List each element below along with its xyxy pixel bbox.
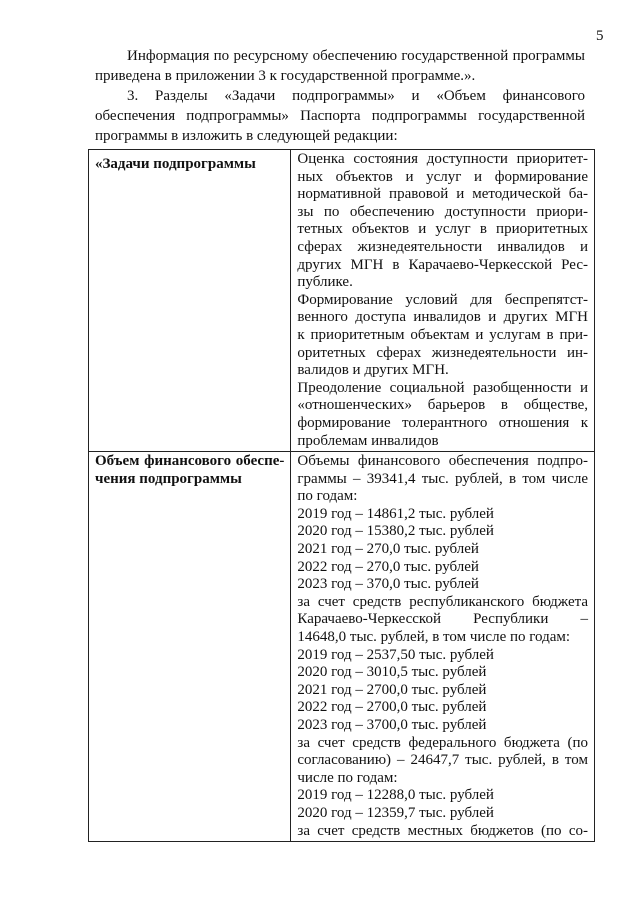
table-row-financing: [89, 452, 595, 842]
text-line: 2021 год – 270,0 тыс. рублей: [297, 541, 479, 558]
text-line: по годам:: [297, 488, 358, 505]
intro-paragraph-1: Информация по ресурсному обеспечению государственной программы приведена в приложении 3 к государственной программе.».: [95, 48, 585, 84]
text-line: 2023 год – 3700,0 тыс. рублей: [297, 717, 487, 733]
text-line: Объемы финансового обеспечения подпро-: [297, 453, 588, 470]
text-line: Карачаево-Черкесской Республики –: [297, 611, 588, 628]
text-line: за счет средств местных бюджетов (по со-: [297, 822, 588, 839]
text-line: 2022 год – 270,0 тыс. рублей: [297, 558, 479, 575]
intro-paragraph-2: 3. Разделы «Задачи подпрограммы» и «Объем финансового обеспечения подпрограммы» Паспорта подпрограммы государственной программы в изложить в следующей редакции:: [95, 88, 585, 144]
text-line: валидов и других МГН.: [297, 362, 449, 379]
text-line: сферах жизнедеятельности инвалидов и: [297, 238, 588, 255]
text-line: 2020 год – 15380,2 тыс. рублей: [297, 523, 494, 540]
text-line: 14648,0 тыс. рублей, в том числе по годам:: [297, 629, 571, 646]
text-line: нормативной правовой и методической ба-: [297, 186, 588, 203]
intro-text: [95, 46, 585, 146]
text-line: тетных объектов и услуг в приоритетных: [297, 221, 588, 238]
label-line: чения подпрограммы: [95, 470, 242, 487]
text-line: зы по обеспечению доступности приори-: [297, 203, 588, 220]
text-line: проблемам инвалидов: [297, 432, 439, 449]
row-value-financing: [291, 452, 595, 842]
page-number: 5: [596, 28, 604, 44]
text-line: 2019 год – 2537,50 тыс. рублей: [297, 646, 494, 663]
text-line: Преодоление социальной разобщенности и: [297, 379, 588, 396]
text-line: «отношенческих» барьеров в обществе,: [297, 397, 588, 414]
text-line: 2020 год – 12359,7 тыс. рублей: [297, 804, 494, 821]
row-label-financing: [89, 452, 291, 842]
text-line: других МГН в Карачаево-Черкесской Рес-: [297, 256, 588, 273]
text-line: 2023 год – 370,0 тыс. рублей: [297, 576, 479, 593]
row-value-tasks: [291, 150, 595, 452]
table-row-tasks: [89, 150, 595, 452]
text-line: Оценка состояния доступности приоритет-: [297, 151, 588, 167]
text-line: к приоритетным объектам и услугам в при-: [297, 326, 588, 343]
text-line: согласованию) – 24647,7 тыс. рублей, в том: [297, 752, 588, 769]
text-line: 2020 год – 3010,5 тыс. рублей: [297, 664, 487, 681]
text-line: Формирование условий для беспрепятст-: [297, 291, 588, 308]
text-line: венного доступа инвалидов и других МГН: [297, 309, 588, 326]
text-line: 2022 год – 2700,0 тыс. рублей: [297, 699, 487, 716]
passport-table: [88, 149, 595, 842]
text-line: 2019 год – 14861,2 тыс. рублей: [297, 505, 494, 522]
text-line: формирование толерантного отношения к: [297, 414, 588, 431]
text-line: числе по годам:: [297, 769, 398, 786]
label-line: Объем финансового обеспе-: [95, 453, 285, 470]
text-line: за счет средств федерального бюджета (по: [297, 734, 588, 751]
text-line: граммы – 39341,4 тыс. рублей, в том числе: [297, 470, 588, 487]
text-line: ных объектов и услуг и формирование: [297, 168, 588, 185]
text-line: оритетных сферах жизнедеятельности ин-: [297, 344, 588, 361]
text-line: публике.: [297, 274, 353, 291]
row-label-tasks: «Задачи подпрограммы: [89, 150, 291, 452]
text-line: за счет средств республиканского бюджета: [297, 593, 588, 610]
text-line: 2021 год – 2700,0 тыс. рублей: [297, 681, 487, 698]
text-line: 2019 год – 12288,0 тыс. рублей: [297, 787, 494, 804]
